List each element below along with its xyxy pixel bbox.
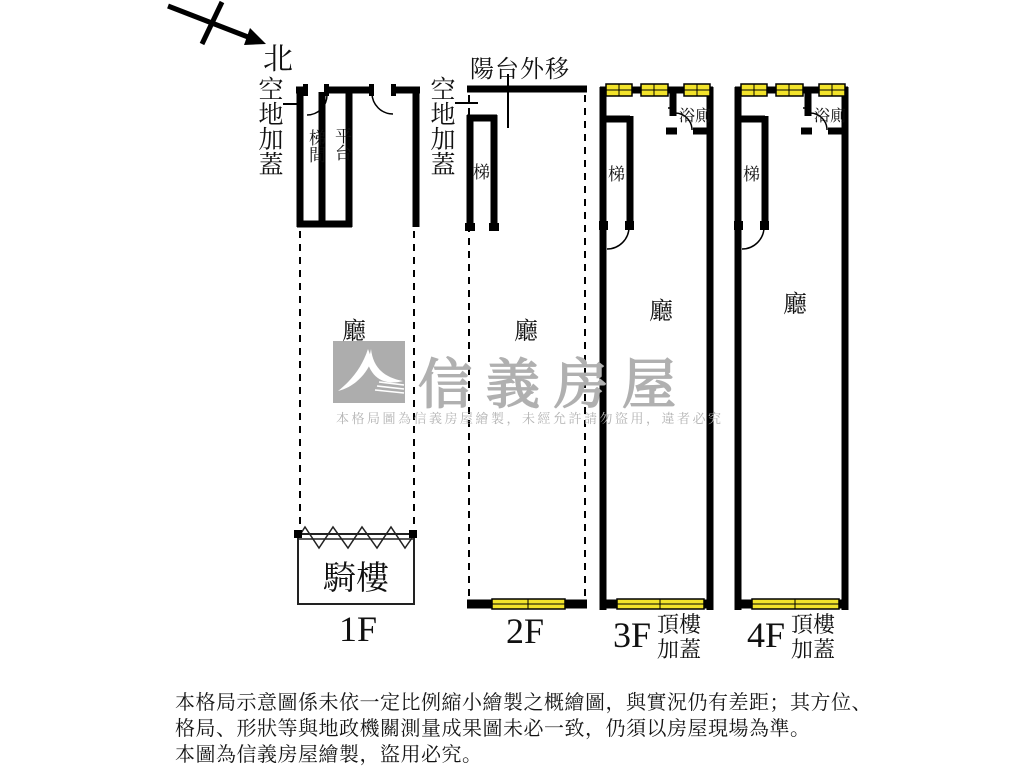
north-arrow-icon (168, 2, 266, 45)
open-land-label-1f: 空地加蓋 (255, 76, 282, 176)
balcony-moved-label-2f: 陽台外移 (470, 57, 570, 83)
stair-label-4f: 梯 (743, 165, 760, 184)
arcade-label-1f: 騎樓 (323, 561, 389, 597)
platform-label-1f: 平台 (332, 127, 351, 161)
disclaimer-line-main: 本格局示意圖係未依一定比例縮小繪製之概繪圖，與實況仍有差距；其方位、格局、形狀等與地政機關測量成果圖未必一致，仍須以房屋現場為準。 (175, 692, 872, 740)
rooftop-note-4f: 頂樓加蓋 (791, 612, 836, 662)
bath-label-3f: 浴廁 (679, 108, 712, 125)
disclaimer-text (175, 690, 875, 768)
watermark-brand: 信義房屋 (418, 355, 690, 415)
hall-label-2f: 廳 (514, 319, 538, 345)
rooftop-note-3f: 頂樓加蓋 (657, 612, 702, 662)
hall-label-3f: 廳 (649, 299, 673, 325)
hall-label-4f: 廳 (783, 292, 807, 318)
sinyi-logo-icon (333, 341, 405, 403)
north-label: 北 (263, 43, 293, 76)
disclaimer-line-copyright: 本圖為信義房屋繪製，盜用必究。 (175, 744, 483, 766)
stairwell-label-1f: 梯間 (306, 129, 325, 163)
floor-label-2f: 2F (505, 611, 545, 651)
bath-label-4f: 浴廁 (814, 108, 847, 125)
floor-label-1f: 1F (338, 609, 378, 649)
floor-label-4f: 4F (746, 615, 786, 655)
floor-label-3f: 3F (612, 615, 652, 655)
stair-label-3f: 梯 (608, 165, 625, 184)
open-land-label-2f: 空地加蓋 (427, 76, 454, 176)
stair-label-2f: 梯 (473, 163, 490, 182)
floor-2f-window (492, 599, 565, 609)
hall-label-1f: 廳 (342, 319, 366, 345)
watermark-notice: 本格局圖為信義房屋繪製，未經允許請勿盜用，違者必究 (336, 411, 724, 426)
